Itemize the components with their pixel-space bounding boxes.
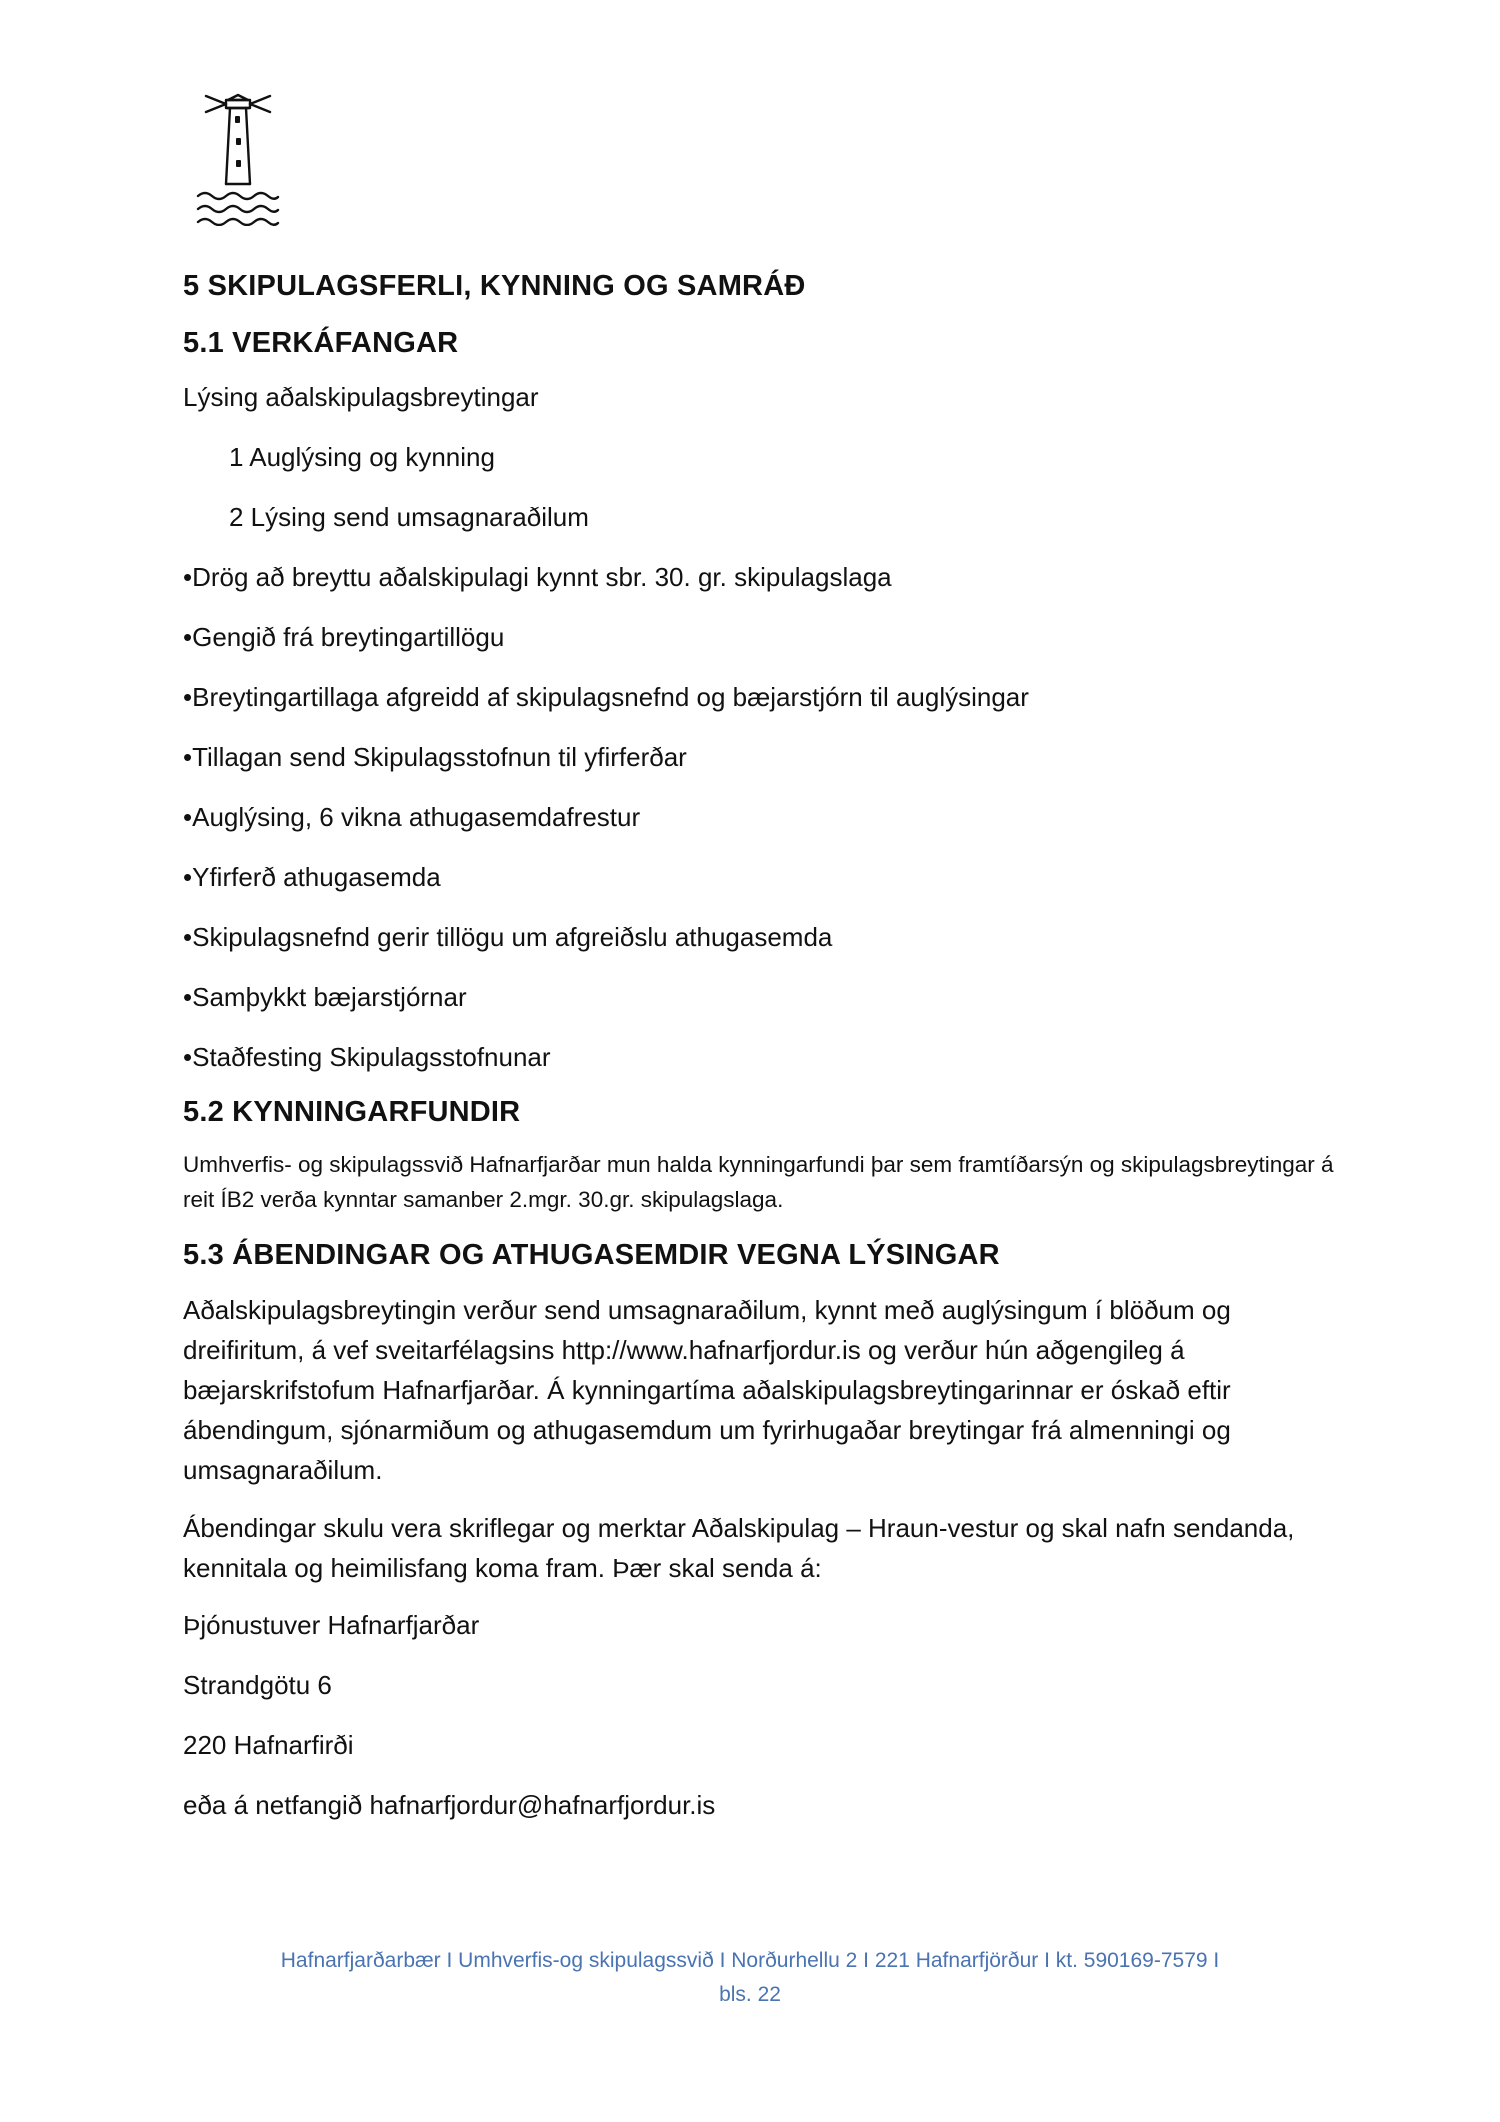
bullet-item: •Drög að breyttu aðalskipulagi kynnt sbr. 30. gr. skipulagslaga [183, 562, 892, 592]
page-number: bls. 22 [719, 1983, 781, 2006]
bullet-item: •Tillagan send Skipulagsstofnun til yfirferðar [183, 742, 687, 772]
address-line: Strandgötu 6 [183, 1670, 332, 1700]
bullet-item: •Skipulagsnefnd gerir tillögu um afgreiðslu athugasemda [183, 922, 833, 952]
numbered-item: 1 Auglýsing og kynning [229, 442, 495, 472]
abendingar-paragraph-1: Aðalskipulagsbreytingin verður send umsagnaraðilum, kynnt með auglýsingum í blöðum og dreifiritum, á vef sveitarfélagsins http://www.hafnarfjordur.is og verður hún aðgengileg á bæjarskrifstofum Hafnarfjarðar. Á kynningartíma aðalskipulagsbreytingarinnar er óskað eftir ábendingum, sjónarmiðum og athugasemdum um fyrirhugaðar breytingar frá almenningi og umsagnaraðilum. [183, 1295, 1231, 1485]
footer-address: Hafnarfjarðarbær I Umhverfis-og skipulagssvið I Norðurhellu 2 I 221 Hafnarfjörður I kt. 590169-7579 I [280, 1949, 1220, 1972]
numbered-item: 2 Lýsing send umsagnaraðilum [229, 502, 589, 532]
address-line: Þjónustuver Hafnarfjarðar [183, 1610, 480, 1640]
bullet-item: •Auglýsing, 6 vikna athugasemdafrestur [183, 802, 641, 832]
address-line: 220 Hafnarfirði [183, 1730, 354, 1760]
lighthouse-icon [196, 92, 280, 226]
section-heading-kynningarfundir: 5.2 KYNNINGARFUNDIR [183, 1096, 521, 1128]
document-body [183, 270, 1343, 1846]
bullet-item: •Samþykkt bæjarstjórnar [183, 982, 467, 1012]
kynningarfundir-text: Umhverfis- og skipulagssvið Hafnarfjarðar mun halda kynningarfundi þar sem framtíðarsýn og skipulagsbreytingar á reit ÍB2 verða kynntar samanber 2.mgr. 30.gr. skipulagslaga. [183, 1152, 1334, 1212]
verkafangar-intro: Lýsing aðalskipulagsbreytingar [183, 382, 539, 412]
abendingar-paragraph-2: Ábendingar skulu vera skriflegar og merktar Aðalskipulag – Hraun-vestur og skal nafn sendanda, kennitala og heimilisfang koma fram. Þær skal senda á: [183, 1513, 1295, 1583]
bullet-item: •Gengið frá breytingartillögu [183, 622, 505, 652]
email-line: eða á netfangið hafnarfjordur@hafnarfjordur.is [183, 1790, 716, 1820]
bullet-item: •Staðfesting Skipulagsstofnunar [183, 1042, 551, 1072]
bullet-item: •Yfirferð athugasemda [183, 862, 441, 892]
bullet-item: •Breytingartillaga afgreidd af skipulagsnefnd og bæjarstjórn til auglýsingar [183, 682, 1029, 712]
section-heading-abendingar: 5.3 ÁBENDINGAR OG ATHUGASEMDIR VEGNA LÝSINGAR [183, 1239, 1000, 1271]
page-footer [200, 1944, 1300, 2012]
section-heading-verkafangar: 5.1 VERKÁFANGAR [183, 327, 459, 359]
chapter-heading: 5 SKIPULAGSFERLI, KYNNING OG SAMRÁÐ [183, 270, 806, 302]
